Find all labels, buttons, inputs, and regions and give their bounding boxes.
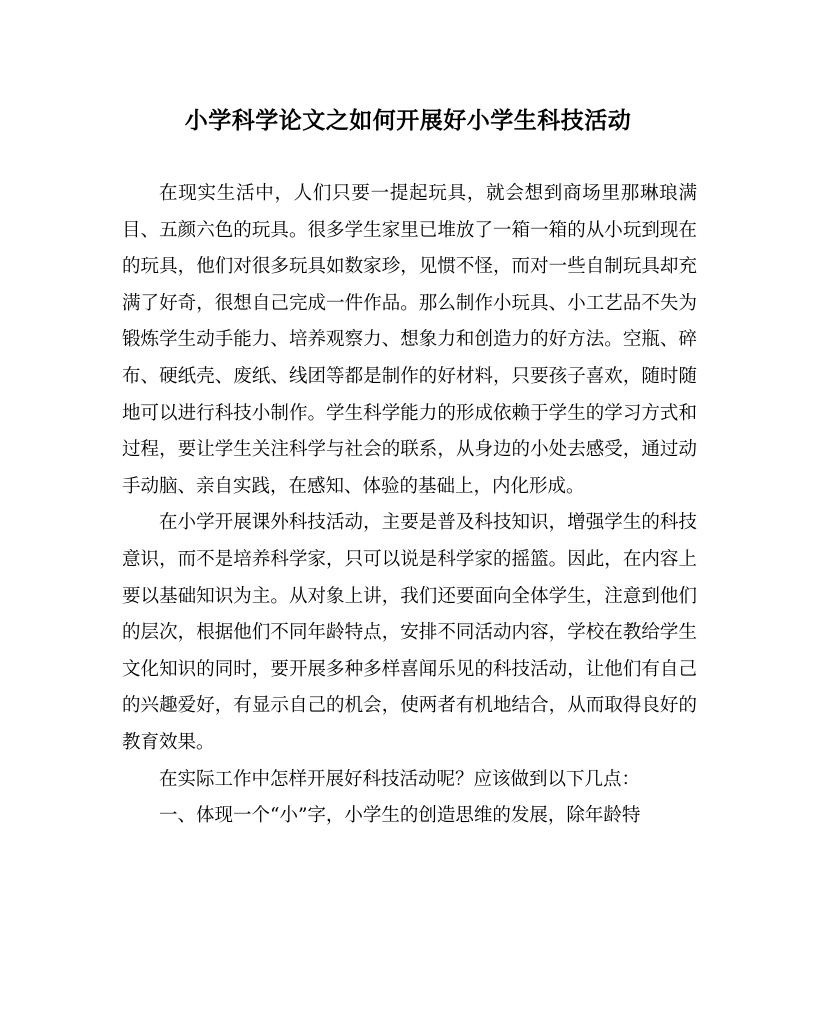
paragraph: 在现实生活中，人们只要一提起玩具，就会想到商场里那琳琅满目、五颜六色的玩具。很多学生家里已堆放了一箱一箱的从小玩到现在的玩具，他们对很多玩具如数家珍，见惯不怪，而对一些自制玩具却充满了好奇，很想自己完成一件作品。那么制作小玩具、小工艺品不失为锻炼学生动手能力、培养观察力、想象力和创造力的好方法。空瓶、碎布、硬纸壳、废纸、线团等都是制作的好材料，只要孩子喜欢，随时随地可以进行科技小制作。学生科学能力的形成依赖于学生的学习方式和过程，要让学生关注科学与社会的联系，从身边的小处去感受，通过动手动脑、亲自实践，在感知、体验的基础上，内化形成。 (122, 183, 697, 497)
paragraph: 在小学开展课外科技活动，主要是普及科技知识，增强学生的科技意识，而不是培养科学家，只可以说是科学家的摇篮。因此，在内容上要以基础知识为主。从对象上讲，我们还要面向全体学生，注意到他们的层次，根据他们不同年龄特点，安排不同活动内容，学校在教给学生文化知识的同时，要开展多种多样喜闻乐见的科技活动，让他们有自己的兴趣爱好，有显示自己的机会，使两者有机地结合，从而取得良好的教育效果。 (122, 512, 697, 753)
document-body (122, 176, 697, 835)
paragraph: 在实际工作中怎样开展好科技活动呢？应该做到以下几点： (159, 768, 641, 790)
document-title: 小学科学论文之如何开展好小学生科技活动 (184, 107, 632, 134)
paragraph: 一、体现一个“小”字，小学生的创造思维的发展，除年龄特 (159, 805, 641, 827)
